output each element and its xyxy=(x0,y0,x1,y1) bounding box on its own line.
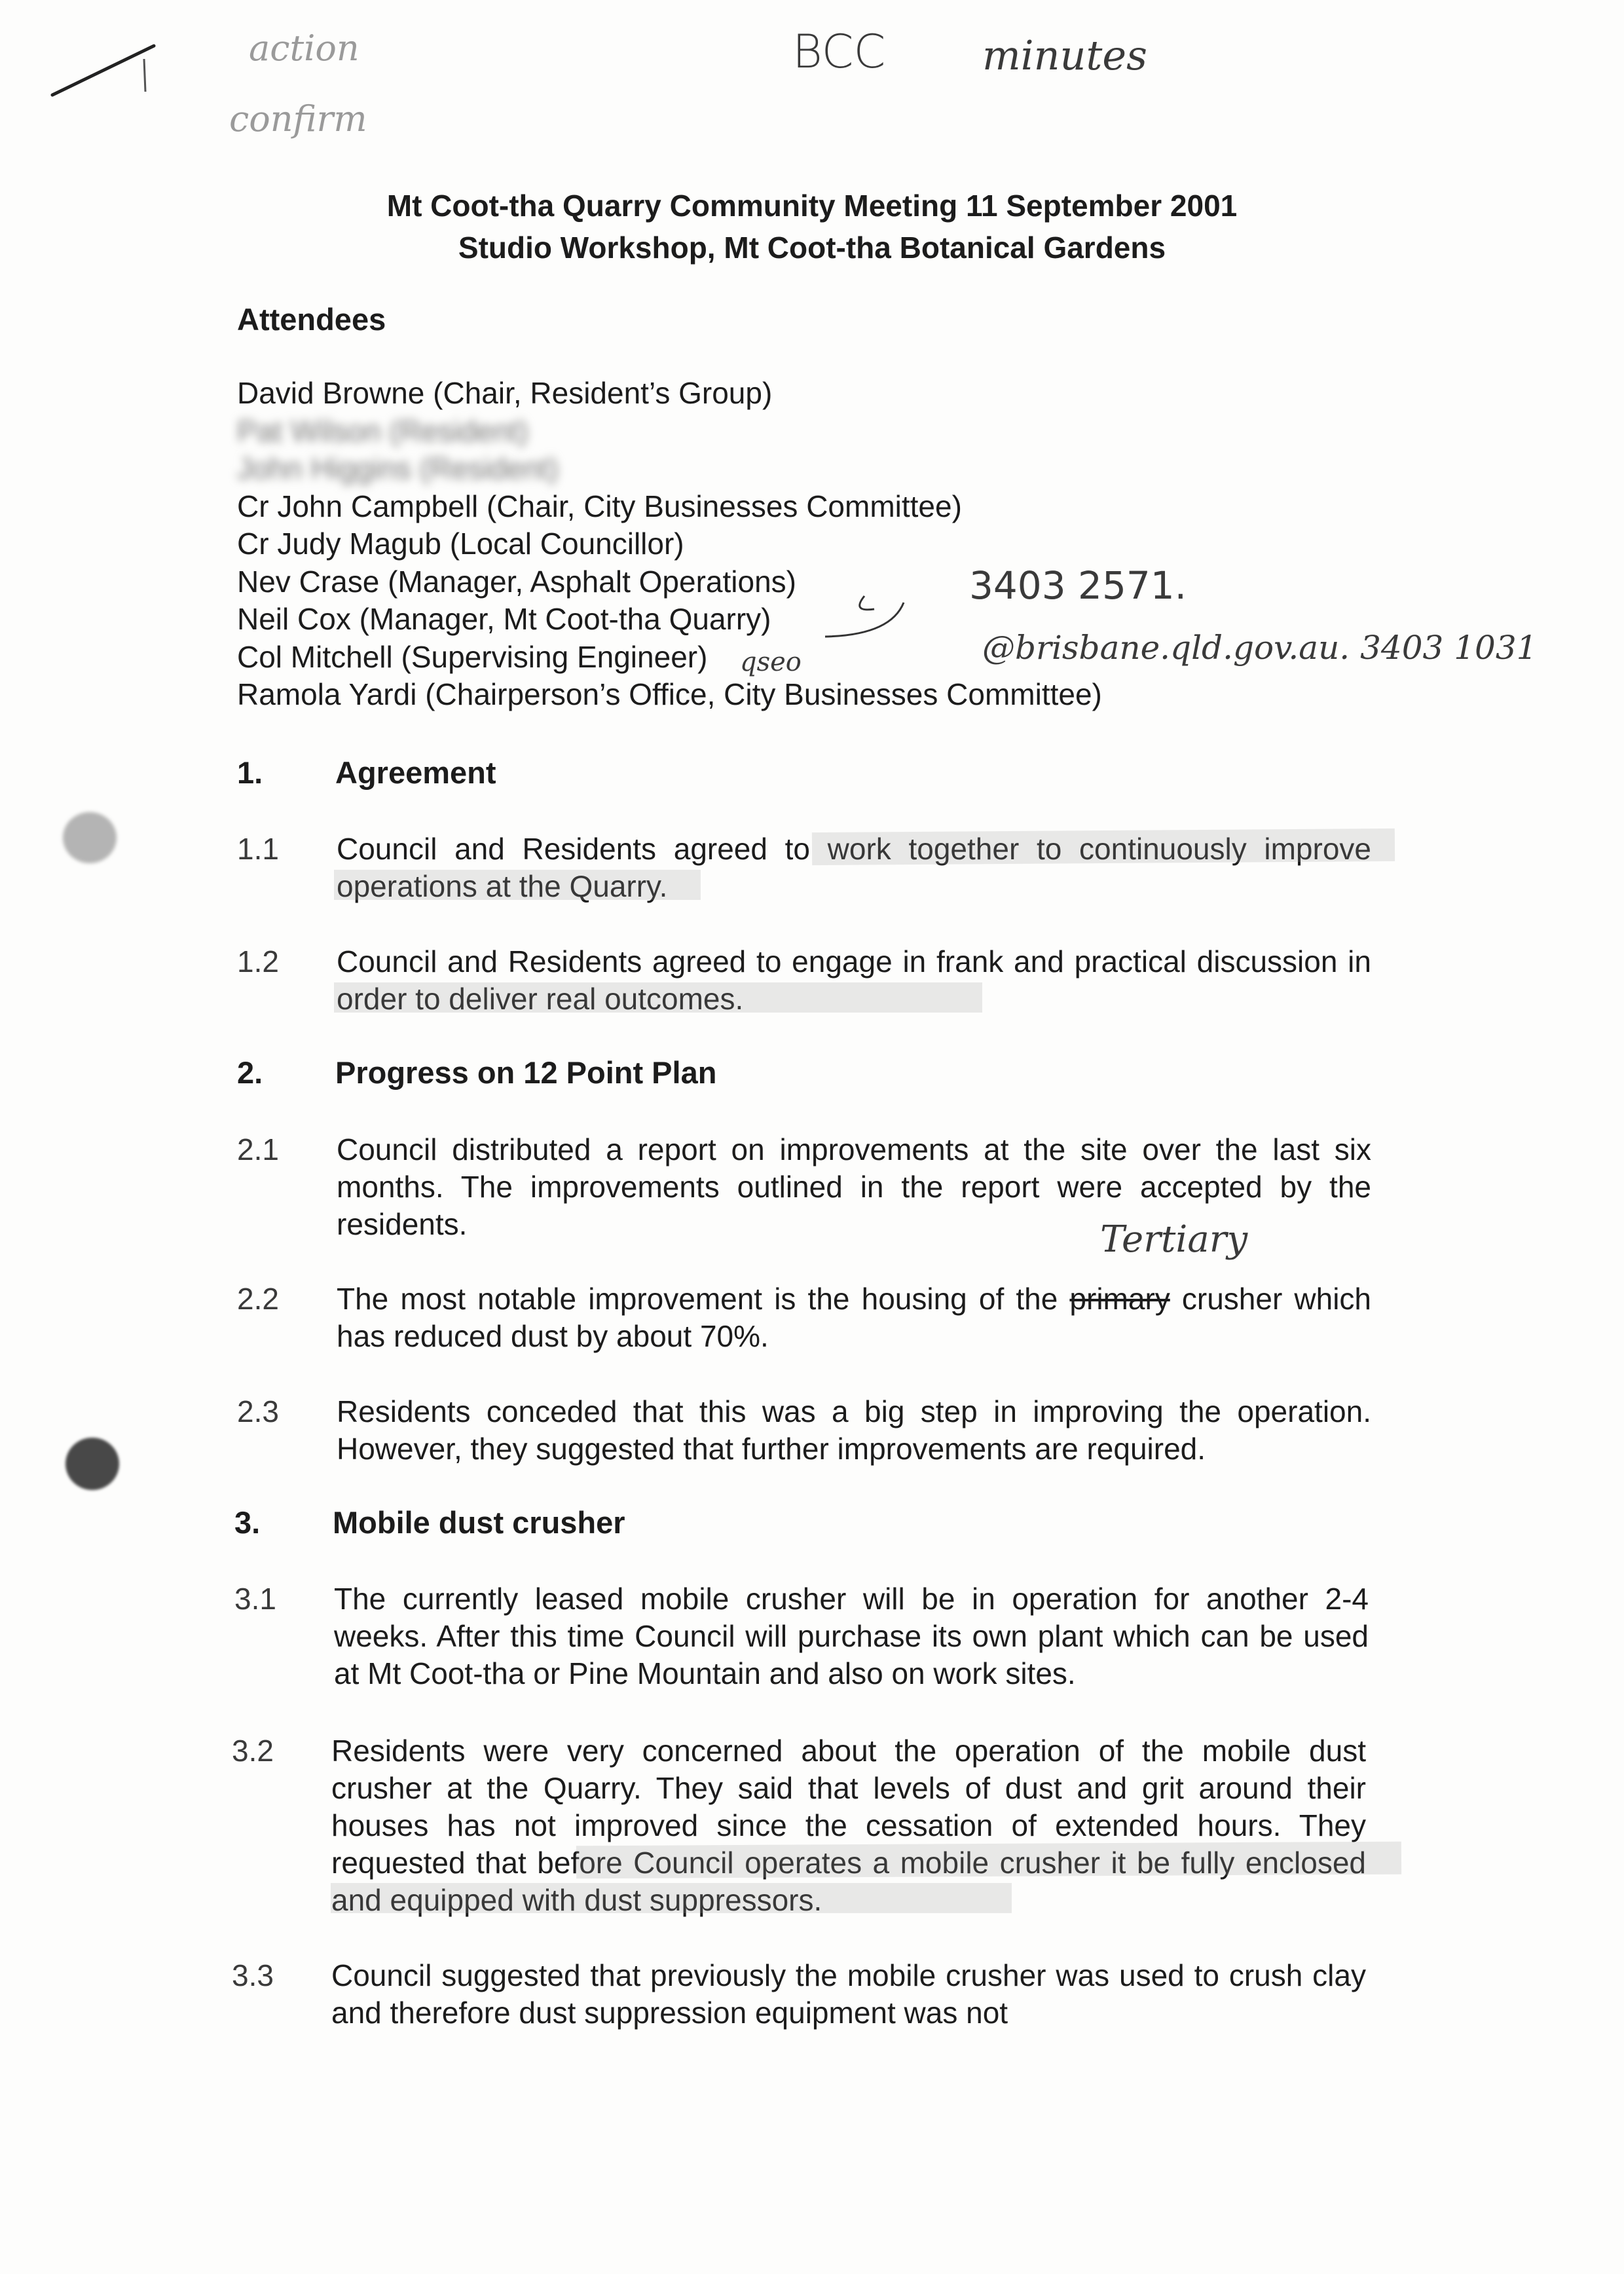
attendee-redacted: John Higgins (Resident) xyxy=(237,451,559,485)
attendee: Ramola Yardi (Chairperson’s Office, City Businesses Committee) xyxy=(237,677,1102,711)
title-line-1: Mt Coot-tha Quarry Community Meeting 11 September 2001 xyxy=(386,189,1238,223)
attendee: Neil Cox (Manager, Mt Coot-tha Quarry) xyxy=(237,602,771,636)
attendee: Cr John Campbell (Chair, City Businesses Committee) xyxy=(237,489,962,523)
handwritten-phone: 3403 2571. xyxy=(969,563,1187,608)
handwritten-correction: Tertiary xyxy=(1100,1218,1248,1261)
margin-note-bcc: BCC xyxy=(792,25,886,79)
attendees-heading: Attendees xyxy=(237,302,386,337)
punch-hole-shadow-bottom xyxy=(65,1438,119,1490)
attendee: Col Mitchell (Supervising Engineer) xyxy=(237,639,708,674)
section-heading: 1. Agreement xyxy=(237,755,496,790)
corner-pen-mark xyxy=(39,20,170,105)
document-page: action confirm BCC minutes Mt Coot-tha Quarry Community Meeting 11 September 2001 Studio Workshop, Mt Coot-tha Botanical Gardens Attendees David Browne (Chair, Resident’s Group) Pat Wilson (Resident) John Higgins (Resident) Cr John Campbell (Chair, City Businesses Committee) Cr Judy Magub (Local Councillor) Nev Crase (Manager, Asphalt Operations) Neil Cox (Manager, Mt Coot-tha Quarry) Col Mitchell (Supervising Engineer) Ramola Yardi (Chairperson’s Office, City Businesses Committee) 3403 2571. @brisbane.qld.gov.au. 3403 1031 qseo 1. Agreement 1.1 Council and Residents agreed to work together to continuously improve operations at the Quarry. 1.2 Council and Residents agreed to engage in frank and practical discussion in order to deliver real outcomes. 2. Progress on 12 Point Plan 2.1 Council distributed a report on improvements at the site over the last six months. The improvements outlined in the report were accepted by the residents. Tertiary 2.2 The most notable improvement is the housing of the primary crusher which has reduced dust by about 70%. 2.3 Residents conceded that this was a big step in improving the operation. However, they suggested that further improvements are required. 3. Mobile dust crusher 3.1 The currently leased mobile crusher will be in operation for another 2-4 weeks. After this time Council will purchase its own plant which can be used at Mt Coot-tha or Pine Mountain and also on work sites. 3.2 Residents were very concerned about the operation of the mobile dust crusher at the Quarry. They said that levels of dust and grit around their houses has not improved since the cessation of extended hours. They requested that before Council operates a mobile crusher it be fully enclosed and equipped with dust suppressors. 3.3 Council suggested that previously the mobile crusher was used to crush clay and therefore dust suppression equipment was not xyxy=(0,0,1624,2274)
margin-note-confirm: confirm xyxy=(229,98,367,140)
margin-note-action: action xyxy=(249,28,360,69)
highlight-mark xyxy=(812,829,1395,865)
highlight-mark xyxy=(334,870,701,900)
section-heading: 2. Progress on 12 Point Plan xyxy=(237,1055,717,1090)
highlight-mark xyxy=(334,982,982,1013)
highlight-mark xyxy=(576,1842,1401,1879)
handwritten-qseo: qseo xyxy=(740,647,802,677)
attendee: David Browne (Chair, Resident’s Group) xyxy=(237,376,773,410)
bracket-pen-mark xyxy=(812,576,917,648)
attendees-list xyxy=(237,375,1102,714)
struck-word: primary xyxy=(1069,1282,1170,1316)
attendee: Nev Crase (Manager, Asphalt Operations) xyxy=(237,564,796,599)
section-heading: 3. Mobile dust crusher xyxy=(234,1505,625,1540)
title-line-2: Studio Workshop, Mt Coot-tha Botanical Gardens xyxy=(458,231,1166,265)
handwritten-email: @brisbane.qld.gov.au. 3403 1031 xyxy=(982,629,1538,667)
attendee-redacted: Pat Wilson (Resident) xyxy=(237,413,528,448)
margin-note-minutes: minutes xyxy=(982,31,1147,79)
punch-hole-shadow-top xyxy=(63,812,117,863)
attendee: Cr Judy Magub (Local Councillor) xyxy=(237,527,684,561)
highlight-mark xyxy=(331,1883,1012,1913)
document-title xyxy=(0,185,1624,269)
